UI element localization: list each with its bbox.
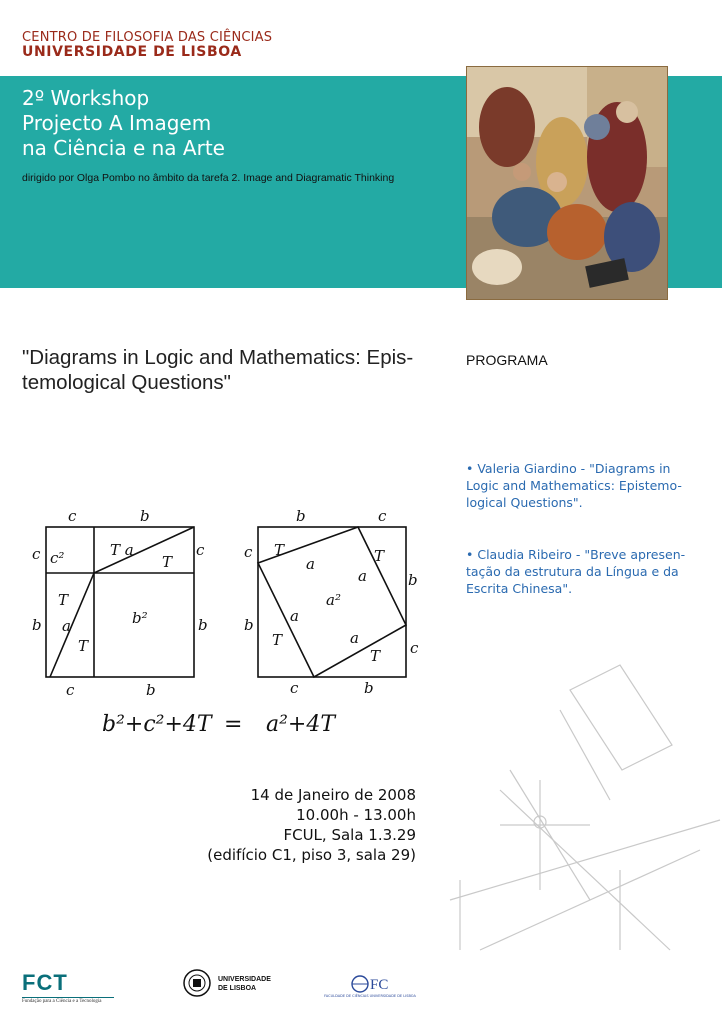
background-sketch xyxy=(440,650,722,970)
event-time: 10.00h - 13.00h xyxy=(296,806,416,824)
workshop-title-line1: 2º Workshop xyxy=(22,86,150,110)
ulisboa-seal-icon xyxy=(182,968,212,998)
label-b: b xyxy=(244,616,254,634)
workshop-title-line2: Projecto A Imagem xyxy=(22,111,212,135)
label-a: a xyxy=(290,607,299,625)
ulisboa-logo-text xyxy=(218,975,271,993)
label-b: b xyxy=(32,616,42,634)
fcul-logo-subtitle: FACULDADE DE CIÊNCIAS UNIVERSIDADE DE LISBOA xyxy=(324,994,416,998)
equation-rhs: a²+4T xyxy=(266,712,336,737)
painting-illustration xyxy=(467,67,667,299)
ulisboa-line1: UNIVERSIDADE xyxy=(218,976,271,983)
event-details xyxy=(150,785,416,865)
label-b: b xyxy=(364,679,374,697)
ulisboa-line2: DE LISBOA xyxy=(218,985,257,992)
ulisboa-logo xyxy=(182,966,282,1002)
label-c: c xyxy=(68,507,77,525)
programme-heading: PROGRAMA xyxy=(466,352,548,368)
event-venue: FCUL, Sala 1.3.29 xyxy=(283,826,416,844)
event-building: (edifício C1, piso 3, sala 29) xyxy=(207,846,416,864)
org-name-line2: UNIVERSIDADE DE LISBOA xyxy=(22,44,242,60)
programme-item-1: • Valeria Giardino - "Diagrams in Logic and Mathematics: Epistemo-logical Questions". xyxy=(466,461,682,510)
equation-lhs: b²+c²+4T xyxy=(102,712,212,737)
fct-logo-subtitle: Fundação para a Ciência e a Tecnologia xyxy=(22,999,102,1004)
talk-title: "Diagrams in Logic and Mathematics: Epis-temological Questions" xyxy=(22,346,414,394)
fcul-logo xyxy=(320,972,420,1004)
label-T: T xyxy=(58,591,69,609)
label-a: a xyxy=(358,567,367,585)
label-b: b xyxy=(296,507,306,525)
pythagoras-diagram xyxy=(28,505,428,750)
workshop-title xyxy=(22,86,225,161)
fct-logo-word: FCT xyxy=(22,970,68,995)
label-T: T xyxy=(272,631,283,649)
event-date: 14 de Janeiro de 2008 xyxy=(250,786,416,804)
label-c: c xyxy=(244,543,253,561)
label-c2: c² xyxy=(50,549,65,567)
label-c: c xyxy=(290,679,299,697)
pythagoras-diagram-svg xyxy=(28,505,428,750)
label-a: a xyxy=(350,629,359,647)
label-b: b xyxy=(408,571,418,589)
fct-logo xyxy=(22,970,114,1006)
workshop-title-line3: na Ciência e na Arte xyxy=(22,136,225,160)
label-T: T xyxy=(374,547,385,565)
fcul-mark-icon xyxy=(320,972,420,994)
label-c: c xyxy=(410,639,419,657)
label-T: T xyxy=(162,553,173,571)
label-Ta: T a xyxy=(110,541,134,559)
label-a: a xyxy=(62,617,71,635)
label-b: b xyxy=(146,681,156,699)
fcul-mark-text: FC xyxy=(370,977,389,993)
label-T: T xyxy=(370,647,381,665)
workshop-subtitle: dirigido por Olga Pombo no âmbito da tarefa 2. Image and Diagramatic Thinking xyxy=(22,172,395,184)
painting-image xyxy=(466,66,668,300)
sketch-illustration xyxy=(440,650,722,970)
label-a: a xyxy=(306,555,315,573)
label-c: c xyxy=(378,507,387,525)
label-T: T xyxy=(78,637,89,655)
label-c: c xyxy=(196,541,205,559)
label-c: c xyxy=(32,545,41,563)
programme-item-2: • Claudia Ribeiro - "Breve apresen-tação da estrutura da Língua e da Escrita Chinesa". xyxy=(466,547,686,596)
label-T: T xyxy=(274,541,285,559)
label-a2: a² xyxy=(326,591,341,609)
label-c: c xyxy=(66,681,75,699)
org-name-line1: CENTRO DE FILOSOFIA DAS CIÊNCIAS xyxy=(22,30,273,45)
label-b: b xyxy=(140,507,150,525)
label-b: b xyxy=(198,616,208,634)
label-b2: b² xyxy=(132,609,148,627)
equation-equals: = xyxy=(224,712,243,737)
fct-logo-rule xyxy=(22,997,114,998)
